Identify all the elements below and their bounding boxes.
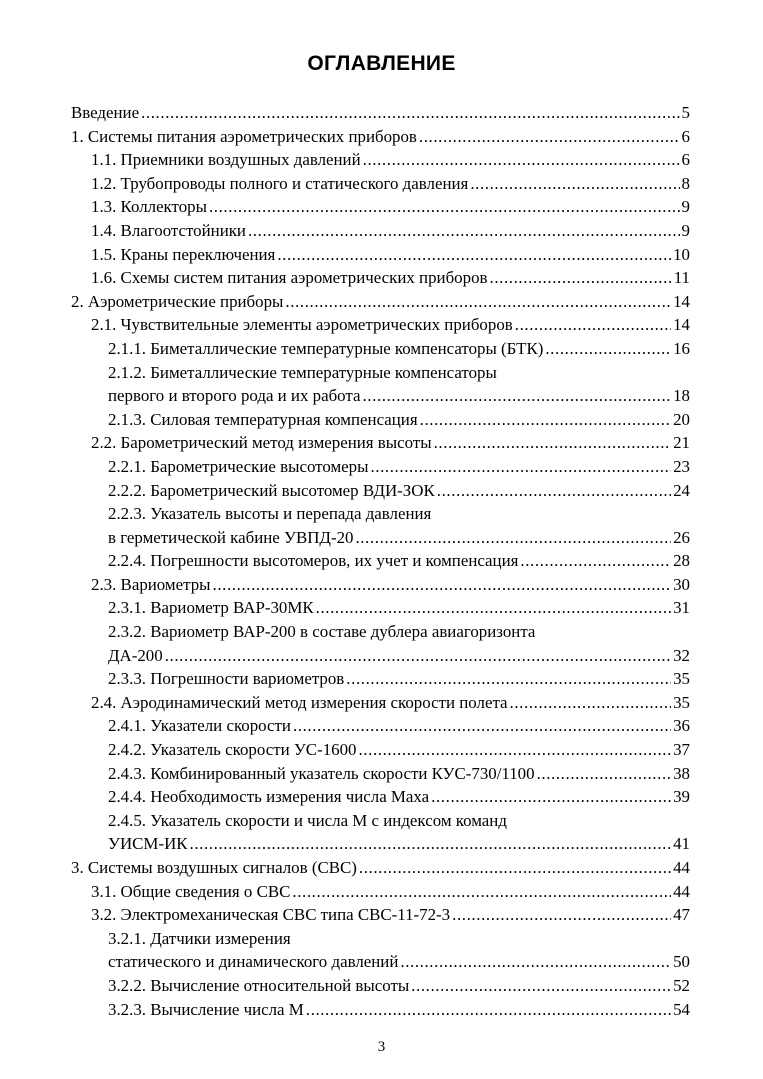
toc-entry-page: 38	[673, 763, 690, 783]
toc-entry-title: 2.3. Вариометры	[91, 574, 211, 594]
toc-entry	[71, 714, 690, 738]
toc-entry	[71, 148, 690, 172]
toc-entry-page: 30	[673, 574, 690, 594]
toc-entry	[71, 313, 690, 337]
toc-entry	[71, 337, 690, 361]
toc-entry	[71, 667, 690, 691]
toc-entry-title: 2.1.2. Биметаллические температурные компенсаторы	[108, 362, 497, 382]
toc-entry-title: 3.2.3. Вычисление числа М	[108, 999, 304, 1019]
toc-entry-title: 3. Системы воздушных сигналов (СВС)	[71, 858, 357, 877]
toc-entry-page: 6	[681, 150, 690, 170]
toc-entry-page: 28	[673, 551, 690, 571]
toc-entry-title: 2.4.3. Комбинированный указатель скорости КУС-730/1100	[108, 763, 535, 783]
toc-entry-title: 3.1. Общие сведения о СВС	[91, 881, 291, 901]
leader-dots	[363, 148, 680, 172]
toc-entry-page: 47	[673, 905, 690, 925]
toc-entry-page: 52	[673, 975, 690, 995]
toc-entry-page: 31	[673, 598, 690, 618]
toc-entry-title: 1.2. Трубопроводы полного и статического давления	[91, 173, 469, 193]
leader-dots	[411, 974, 671, 998]
leader-dots	[545, 337, 671, 361]
leader-dots	[434, 431, 672, 455]
toc-entry-title: 2.2. Барометрический метод измерения высоты	[91, 433, 432, 453]
page-number: 3	[377, 1039, 386, 1055]
toc-entry-page: 36	[673, 716, 690, 736]
leader-dots	[213, 573, 672, 597]
leader-dots	[470, 172, 679, 196]
leader-dots	[437, 479, 671, 503]
toc-entry-page: 41	[673, 834, 690, 854]
leader-dots	[362, 384, 671, 408]
table-of-contents	[71, 101, 690, 1021]
toc-entry-page: 44	[673, 858, 690, 877]
toc-entry	[71, 408, 690, 432]
leader-dots	[165, 644, 671, 668]
toc-entry	[71, 998, 690, 1022]
toc-entry-title: 1.1. Приемники воздушных давлений	[91, 150, 361, 170]
toc-entry	[71, 596, 690, 620]
toc-entry-page: 20	[673, 409, 690, 429]
toc-entry	[71, 785, 690, 809]
leader-dots	[355, 526, 671, 550]
toc-entry	[71, 738, 690, 762]
toc-entry-page: 54	[673, 999, 690, 1019]
toc-entry	[71, 762, 690, 786]
leader-dots	[346, 667, 671, 691]
toc-entry-page: 11	[673, 268, 690, 288]
toc-entry-title: 3.2.1. Датчики измерения	[108, 928, 291, 948]
toc-entry-continuation: в герметической кабине УВПД-20	[108, 527, 354, 547]
toc-entry	[71, 219, 690, 243]
toc-entry-title: 3.2.2. Вычисление относительной высоты	[108, 975, 410, 995]
leader-dots	[419, 125, 680, 149]
toc-entry-page: 50	[673, 952, 690, 972]
toc-entry-title: 2.4.2. Указатель скорости УС-1600	[108, 740, 357, 760]
toc-entry-page: 26	[673, 527, 690, 547]
toc-entry-title: 2.4.5. Указатель скорости и числа М с индексом команд	[108, 810, 507, 830]
toc-entry-continuation: статического и динамического давлений	[108, 952, 399, 972]
leader-dots	[420, 408, 671, 432]
toc-entry-page: 9	[681, 220, 690, 240]
toc-entry	[71, 479, 690, 503]
toc-entry-page: 9	[681, 197, 690, 217]
leader-dots	[277, 243, 671, 267]
toc-entry-title: 2.2.2. Барометрический высотомер ВДИ-ЗОК	[108, 480, 435, 500]
toc-entry-title: 2.3.1. Вариометр ВАР-30МК	[108, 598, 314, 618]
leader-dots	[452, 903, 671, 927]
toc-entry-page: 37	[673, 740, 690, 760]
leader-dots	[316, 596, 671, 620]
toc-entry-title: 2.3.2. Вариометр ВАР-200 в составе дублера авиагоризонта	[108, 622, 536, 642]
toc-entry	[71, 384, 690, 408]
toc-entry	[71, 549, 690, 573]
toc-entry	[71, 691, 690, 715]
toc-entry-title: 2.3.3. Погрешности вариометров	[108, 669, 345, 689]
toc-entry	[71, 101, 690, 125]
toc-entry-continuation: УИСМ-ИК	[108, 834, 188, 854]
leader-dots	[285, 290, 671, 314]
toc-entry	[71, 431, 690, 455]
toc-entry-title: 2.4.1. Указатели скорости	[108, 716, 291, 736]
toc-entry-title: 2.2.3. Указатель высоты и перепада давления	[108, 504, 432, 524]
leader-dots	[292, 880, 671, 904]
toc-entry	[71, 125, 690, 149]
leader-dots	[510, 691, 672, 715]
toc-entry-continuation: первого и второго рода и их работа	[108, 386, 361, 406]
toc-entry-title: 2.1.3. Силовая температурная компенсация	[108, 409, 418, 429]
toc-entry	[71, 290, 690, 314]
leader-dots	[537, 762, 672, 786]
leader-dots	[209, 195, 680, 219]
toc-entry	[71, 526, 690, 550]
toc-entry-title: 1.5. Краны переключения	[91, 244, 276, 264]
toc-entry-page: 35	[673, 692, 690, 712]
toc-entry-page: 21	[673, 433, 690, 453]
toc-entry	[71, 455, 690, 479]
toc-entry	[71, 950, 690, 974]
toc-entry-title: 2.4.4. Необходимость измерения числа Маха	[108, 787, 430, 807]
toc-entry-title: 1. Системы питания аэрометрических приборов	[71, 126, 417, 146]
leader-dots	[520, 549, 671, 573]
toc-entry-title: 2.2.1. Барометрические высотомеры	[108, 456, 369, 476]
toc-entry	[71, 172, 690, 196]
toc-entry-page: 10	[673, 244, 690, 264]
toc-entry-title: 2. Аэрометрические приборы	[71, 291, 284, 311]
toc-entry	[71, 195, 690, 219]
toc-entry-page: 14	[673, 291, 690, 311]
leader-dots	[248, 219, 680, 243]
toc-entry-title: 1.6. Схемы систем питания аэрометрических приборов	[91, 268, 488, 288]
leader-dots	[293, 714, 671, 738]
toc-entry	[71, 573, 690, 597]
toc-entry-title: 2.1.1. Биметаллические температурные компенсаторы (БТК)	[108, 338, 544, 358]
leader-dots	[306, 998, 671, 1022]
toc-entry-title: Введение	[71, 103, 140, 122]
toc-entry-page: 18	[673, 386, 690, 406]
toc-entry-page: 32	[673, 645, 690, 665]
leader-dots	[400, 950, 671, 974]
toc-entry	[71, 644, 690, 668]
toc-entry-page: 39	[673, 787, 690, 807]
toc-entry	[71, 243, 690, 267]
page-title: ОГЛАВЛЕНИЕ	[307, 52, 456, 75]
leader-dots	[370, 455, 671, 479]
toc-entry	[71, 856, 690, 880]
toc-entry-page: 44	[673, 881, 690, 901]
toc-entry	[71, 903, 690, 927]
toc-entry-title: 3.2. Электромеханическая СВС типа СВС-11-72-3	[91, 905, 451, 925]
toc-entry-page: 23	[673, 456, 690, 476]
toc-entry-page: 14	[673, 315, 690, 335]
toc-entry-title: 2.4. Аэродинамический метод измерения скорости полета	[91, 692, 508, 712]
toc-entry-page: 16	[673, 338, 690, 358]
toc-entry	[71, 880, 690, 904]
leader-dots	[190, 832, 672, 856]
leader-dots	[358, 738, 671, 762]
toc-entry	[71, 266, 690, 290]
leader-dots	[431, 785, 671, 809]
toc-entry-title: 1.3. Коллекторы	[91, 197, 207, 217]
toc-entry-page: 35	[673, 669, 690, 689]
leader-dots	[359, 856, 671, 880]
toc-entry-page: 8	[681, 173, 690, 193]
toc-entry-page: 6	[681, 126, 690, 146]
leader-dots	[141, 101, 679, 125]
toc-entry-page: 24	[673, 480, 690, 500]
toc-entry-title: 1.4. Влагоотстойники	[91, 220, 246, 240]
toc-entry-page: 5	[681, 103, 690, 122]
toc-entry-title: 2.1. Чувствительные элементы аэрометрических приборов	[91, 315, 513, 335]
toc-entry	[71, 832, 690, 856]
toc-entry-continuation: ДА-200	[108, 645, 163, 665]
leader-dots	[490, 266, 672, 290]
toc-entry-title: 2.2.4. Погрешности высотомеров, их учет и компенсация	[108, 551, 519, 571]
leader-dots	[515, 313, 671, 337]
toc-entry	[71, 974, 690, 998]
